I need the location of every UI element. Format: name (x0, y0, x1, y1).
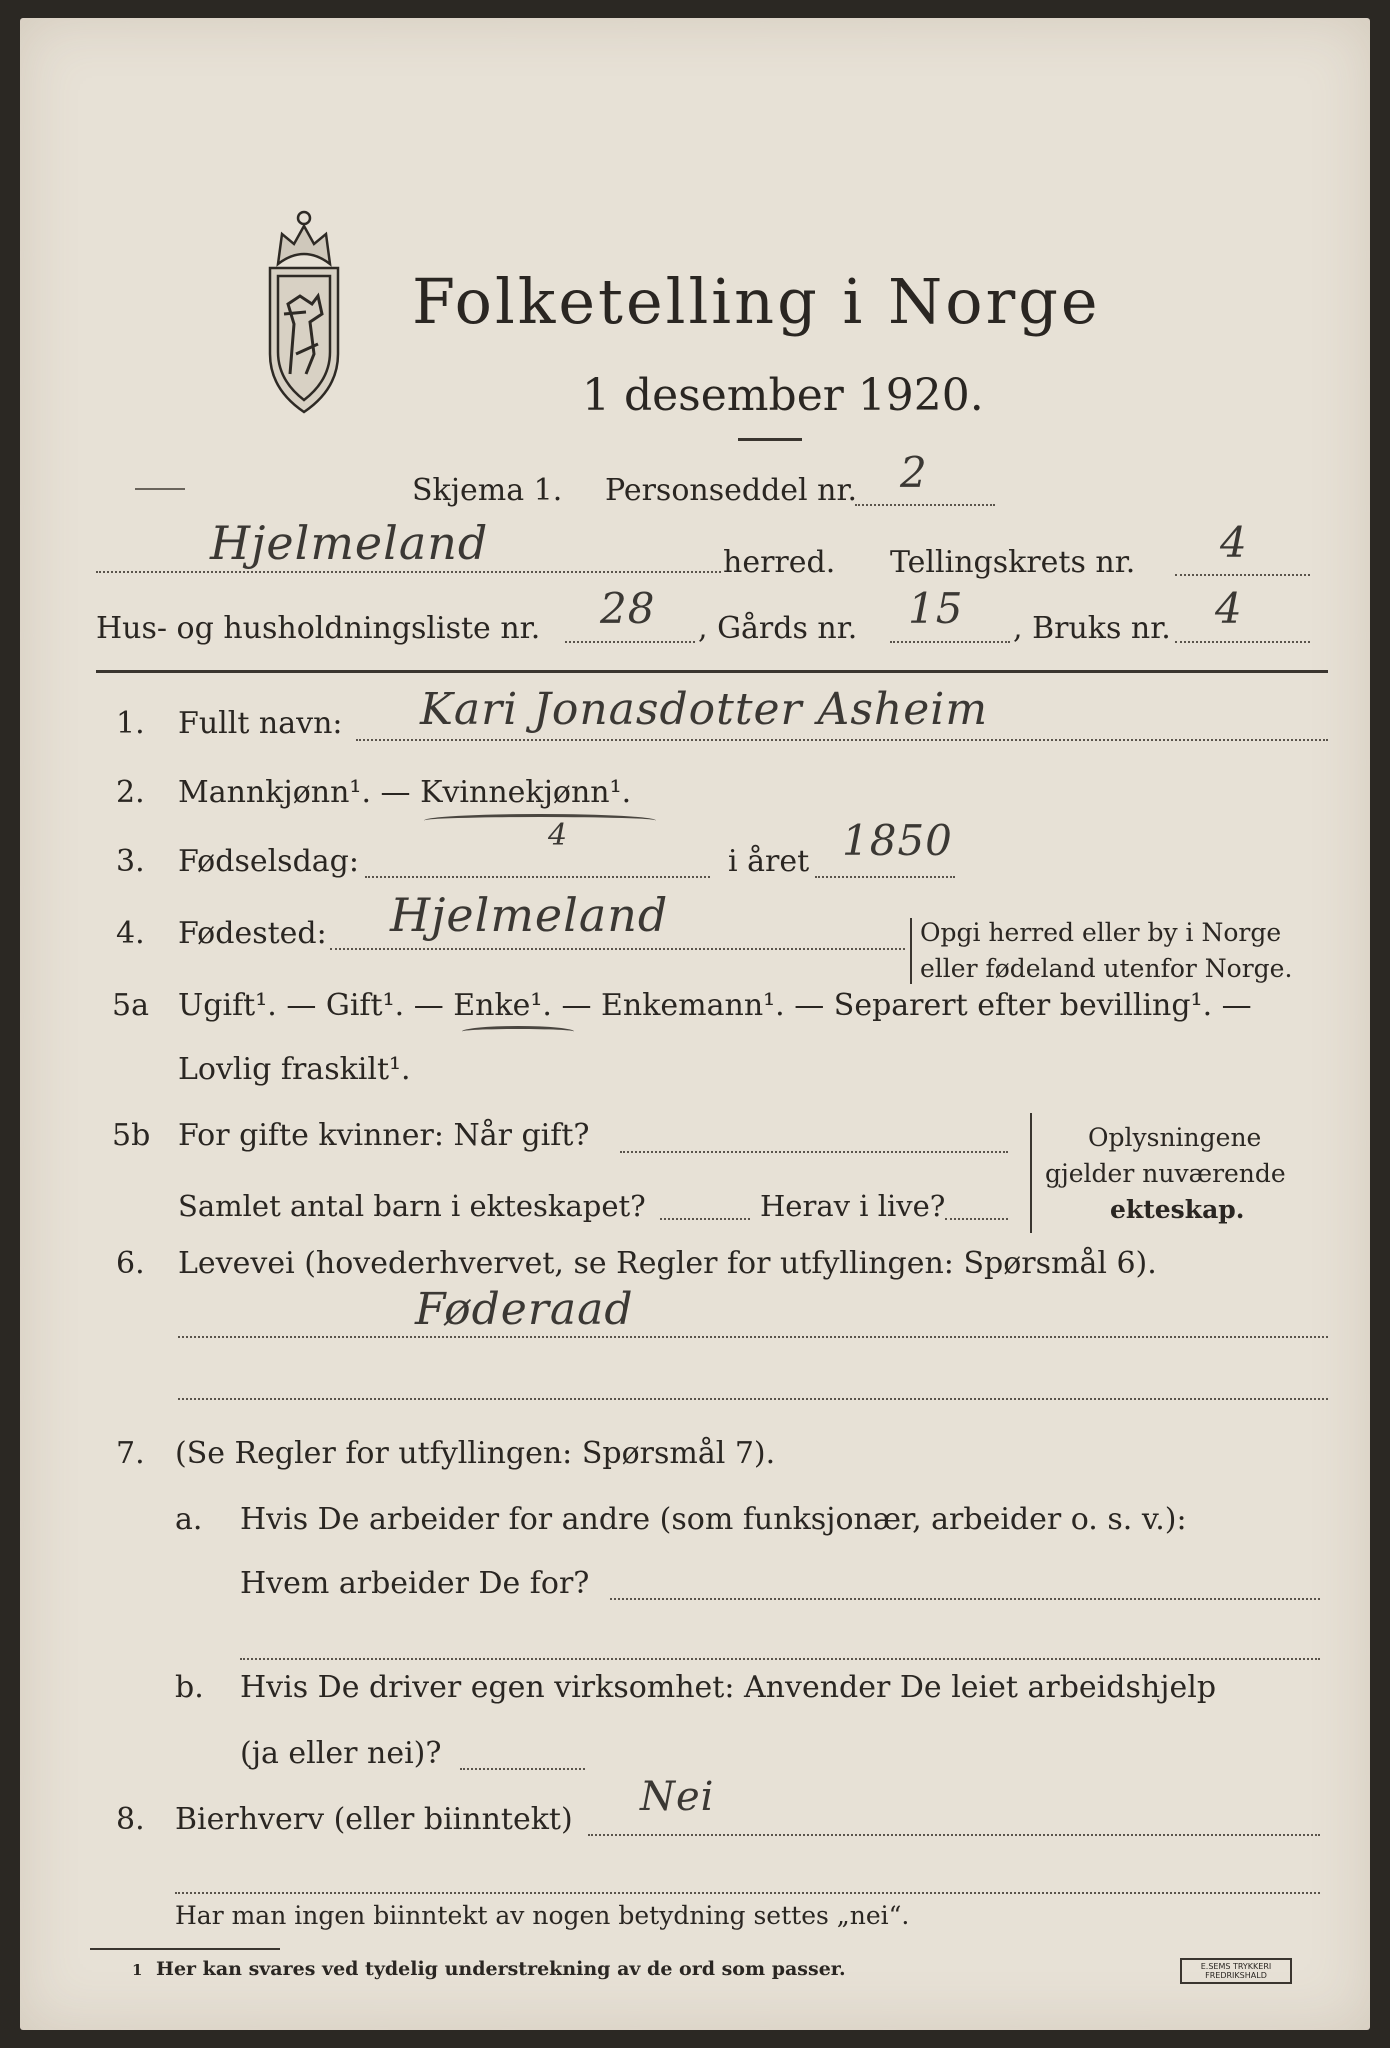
q7a-question: Hvem arbeider De for? (240, 1566, 590, 1601)
hus-line (565, 641, 695, 643)
q7a-line-1 (610, 1598, 1320, 1600)
footnote-rule (90, 1948, 280, 1950)
q3-label: Fødselsdag: (178, 844, 359, 879)
q4-number: 4. (116, 916, 145, 951)
q8-note: Har man ingen biinntekt av nogen betydning settes „nei“. (175, 1901, 910, 1930)
q6-number: 6. (116, 1246, 145, 1281)
printer-line-1: E.SEMS TRYKKERI (1200, 1962, 1272, 1971)
personseddel-line (855, 504, 995, 506)
q5b-note-2: gjelder nuværende (1045, 1159, 1286, 1188)
personseddel-value[interactable]: 2 (900, 448, 928, 497)
q7-number: 7. (116, 1436, 145, 1471)
pencil-mark (135, 488, 185, 490)
tellingskrets-line (1175, 574, 1310, 576)
q5a-line2: Lovlig fraskilt¹. (178, 1052, 411, 1087)
printer-line-2: FREDRIKSHALD (1205, 1971, 1267, 1980)
gards-label: , Gårds nr. (698, 611, 858, 646)
q7a-text: Hvis De arbeider for andre (som funksjonær, arbeider o. s. v.): (240, 1502, 1187, 1537)
q1-line (356, 739, 1328, 741)
coat-of-arms-icon (248, 204, 360, 424)
herred-label: herred. (723, 545, 836, 580)
gards-value[interactable]: 15 (908, 584, 964, 633)
header-rule (96, 670, 1328, 673)
q1-value[interactable]: Kari Jonasdotter Asheim (420, 684, 989, 735)
personseddel-label: Personseddel nr. (605, 473, 858, 508)
kvinnekjonn-underline (424, 814, 656, 827)
census-form (20, 18, 1370, 2030)
q5b-line2a: Samlet antal barn i ekteskapet? (178, 1189, 646, 1223)
census-date: 1 desember 1920. (582, 370, 984, 421)
footnote-mark: 1 (132, 1961, 143, 1979)
q6-line-1 (178, 1336, 1328, 1338)
schema-label: Skjema 1. (412, 473, 563, 508)
q5b-brace (1030, 1113, 1032, 1233)
q8-number: 8. (116, 1802, 145, 1837)
enke-underline (462, 1026, 574, 1037)
q5b-live-line (945, 1218, 1008, 1220)
q5b-note-3: ekteskap. (1110, 1195, 1245, 1224)
q3-number: 3. (116, 844, 145, 879)
q4-note-2: eller fødeland utenfor Norge. (920, 954, 1293, 983)
q4-brace (910, 918, 912, 984)
bruks-label: , Bruks nr. (1013, 611, 1171, 646)
footnote-text: Her kan svares ved tydelig understrekning av de ord som passer. (156, 1958, 846, 1980)
q5b-number: 5b (112, 1118, 151, 1153)
q8-value[interactable]: Nei (640, 1774, 715, 1820)
q1-label: Fullt navn: (178, 706, 343, 741)
q7b-line (460, 1768, 585, 1770)
q5a-number: 5a (112, 988, 149, 1023)
hus-label: Hus- og husholdningsliste nr. (96, 611, 541, 646)
bruks-line (1175, 641, 1310, 643)
q8-line-1 (588, 1834, 1320, 1836)
hus-value[interactable]: 28 (600, 584, 656, 633)
q1-number: 1. (116, 706, 145, 741)
q6-line-2 (178, 1398, 1328, 1400)
q4-note-1: Opgi herred eller by i Norge (920, 918, 1282, 947)
q7b-number: b. (175, 1670, 204, 1705)
q4-line (330, 948, 905, 950)
q5b-line1: For gifte kvinner: Når gift? (178, 1118, 590, 1153)
bruks-value[interactable]: 4 (1215, 584, 1243, 633)
q2-number: 2. (116, 775, 145, 810)
q8-line-2 (175, 1892, 1320, 1894)
q6-value[interactable]: Føderaad (415, 1284, 634, 1335)
q7b-question: (ja eller nei)? (240, 1736, 442, 1771)
printer-stamp (1180, 1958, 1292, 1984)
q3-year-line (815, 876, 955, 878)
q5b-gift-line (620, 1151, 1008, 1153)
q7a-line-2 (240, 1658, 1320, 1660)
q5b-barn-line (660, 1218, 750, 1220)
q7a-number: a. (175, 1502, 203, 1537)
q6-text: Levevei (hovederhvervet, se Regler for utfyllingen: Spørsmål 6). (178, 1246, 1157, 1281)
tellingskrets-value[interactable]: 4 (1220, 518, 1248, 567)
herred-value[interactable]: Hjelmeland (210, 516, 489, 570)
tellingskrets-label: Tellingskrets nr. (890, 545, 1136, 580)
gards-line (890, 641, 1010, 643)
q3-year-label: i året (728, 844, 810, 879)
q5a-line1: Ugift¹. — Gift¹. — Enke¹. — Enkemann¹. — Separert efter bevilling¹. — (178, 988, 1252, 1023)
q3-day-line (365, 876, 710, 878)
q3-year-value[interactable]: 1850 (842, 816, 953, 865)
q4-label: Fødested: (178, 916, 327, 951)
q4-value[interactable]: Hjelmeland (390, 888, 669, 942)
q5b-note-1: Oplysningene (1088, 1123, 1262, 1152)
q7-text: (Se Regler for utfyllingen: Spørsmål 7). (175, 1436, 776, 1471)
q8-label: Bierhverv (eller biinntekt) (175, 1802, 573, 1837)
q3-day-value[interactable]: 4 (548, 818, 569, 853)
form-title: Folketelling i Norge (412, 265, 1101, 338)
q2-text: Mannkjønn¹. — Kvinnekjønn¹. (178, 775, 632, 810)
q5b-line2b: Herav i live? (760, 1189, 946, 1223)
herred-line (96, 571, 721, 573)
q7b-text: Hvis De driver egen virksomhet: Anvender De leiet arbeidshjelp (240, 1670, 1217, 1705)
title-divider (738, 438, 802, 441)
